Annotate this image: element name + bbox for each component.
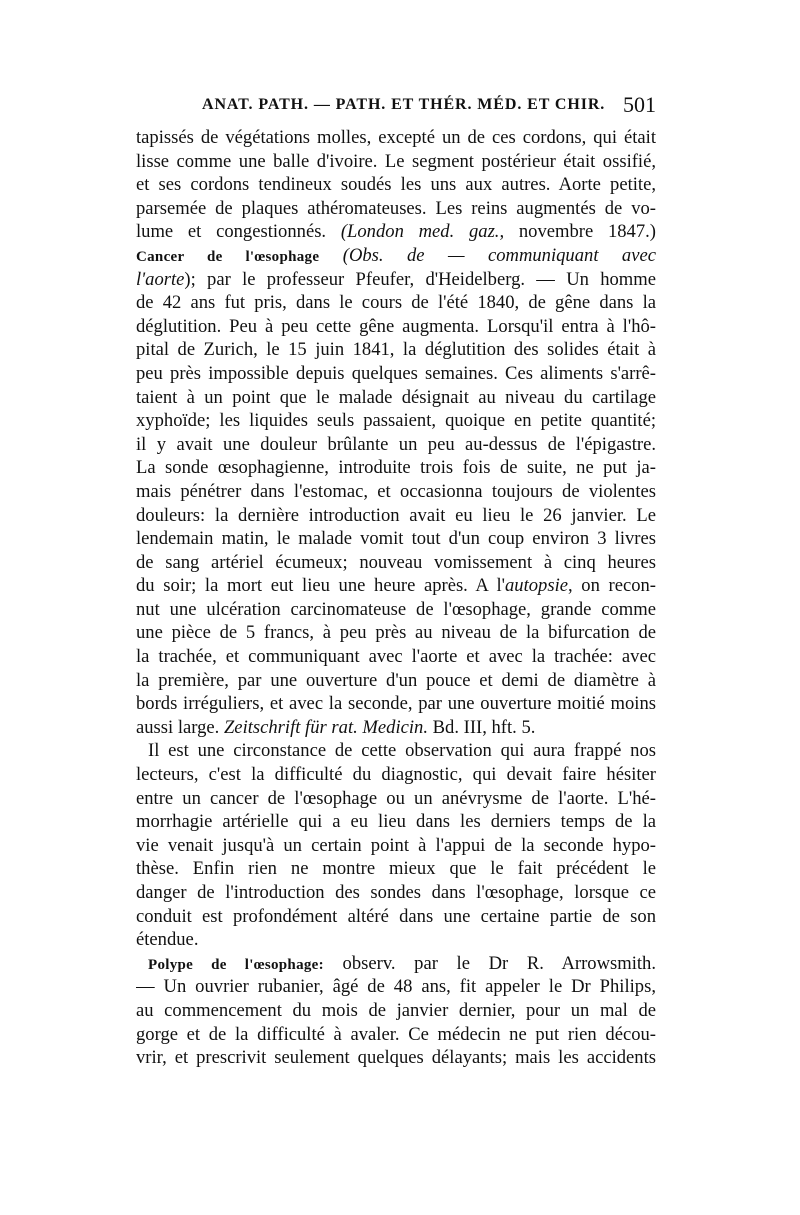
text-line: — Un ouvrier rubanier, âgé de 48 ans, fit appeler le Dr Philips, (136, 976, 656, 998)
text-line: taient à un point que le malade désignait au niveau du cartilage (136, 386, 656, 408)
text-line: morrhagie artérielle qui a eu lieu dans les derniers temps de la (136, 811, 656, 833)
text-line: vie venait jusqu'à un certain point à l'appui de la seconde hypo- (136, 834, 656, 856)
text-line: il y avait une douleur brûlante un peu au-dessus de l'épigastre. (136, 433, 656, 455)
text-line: lume et congestionnés. (London med. gaz., novembre 1847.) (136, 221, 656, 243)
page-header (136, 92, 656, 122)
text-line: une pièce de 5 francs, à peu près au niveau de la bifurcation de (136, 622, 656, 644)
citation: Zeitschrift für rat. Medicin. (223, 716, 428, 738)
text-line: et ses cordons tendineux soudés les uns aux autres. Aorte petite, (136, 174, 656, 196)
text-line: La sonde œsophagienne, introduite trois fois de suite, ne put ja- (136, 457, 656, 479)
text-line: étendue. (136, 929, 199, 951)
body-text (136, 126, 656, 1070)
text-line: l'aorte); par le professeur Pfeufer, d'Heidelberg. — Un homme (136, 268, 656, 290)
text-line: bords irréguliers, et avec la seconde, par une ouverture moitié moins (136, 693, 656, 715)
text-line: tapissés de végétations molles, excepté un de ces cordons, qui était (136, 127, 656, 148)
section-heading: Cancer de l'œsophage (136, 248, 320, 265)
text-line: danger de l'introduction des sondes dans l'œsophage, lorsque ce (136, 882, 656, 903)
text-line: parsemée de plaques athéromateuses. Les reins augmentés de vo- (136, 197, 656, 219)
text-line: pital de Zurich, le 15 juin 1841, la déglutition des solides était à (136, 339, 656, 361)
citation: (London med. gaz., (340, 221, 505, 243)
text-line: mais pénétrer dans l'estomac, et occasionna toujours de violentes (136, 480, 656, 502)
text-line: peu près impossible depuis quelques semaines. Ces aliments s'arrê- (136, 362, 656, 384)
text-line: vrir, et prescrivit seulement quelques délayants; mais les accidents (136, 1047, 656, 1069)
text-line: la première, par une ouverture d'un pouce et demi de diamètre à (136, 669, 656, 691)
text-line: douleurs: la dernière introduction avait eu lieu le 26 janvier. Le (136, 504, 656, 526)
running-title: ANAT. PATH. — PATH. ET THÉR. MÉD. ET CHIR. (202, 96, 606, 113)
text-line: au commencement du mois de janvier dernier, pour un mal de (136, 999, 656, 1021)
text-line: déglutition. Peu à peu cette gêne augmenta. Lorsqu'il entra à l'hô- (136, 315, 656, 337)
text-line: thèse. Enfin rien ne montre mieux que le fait précédent le (136, 858, 656, 880)
text-line: lendemain matin, le malade vomit tout d'un coup environ 3 livres (136, 528, 656, 550)
text-line: la trachée, et communiquant avec l'aorte et avec la trachée: avec (136, 646, 656, 668)
text-line: de 42 ans fut pris, dans le cours de l'été 1840, de gêne dans la (136, 292, 656, 314)
text-line: du soir; la mort eut lieu une heure après. A l'autopsie, on recon- (136, 575, 656, 597)
text-line: xyphoïde; les liquides seuls passaient, quoique en petite quantité; (136, 410, 656, 432)
text-line: lisse comme une balle d'ivoire. Le segment postérieur était ossifié, (136, 150, 656, 172)
section-heading-line: Cancer de l'œsophage (Obs. de — communiquant avec (136, 244, 656, 266)
text-line: gorge et de la difficulté à avaler. Ce médecin ne put rien décou- (136, 1023, 656, 1045)
text-line: entre un cancer de l'œsophage ou un anévrysme de l'aorte. L'hé- (136, 787, 656, 809)
text-line: conduit est profondément altéré dans une certaine partie de son (136, 905, 656, 927)
text-line: nut une ulcération carcinomateuse de l'œsophage, grande comme (136, 598, 656, 620)
text-line: Il est une circonstance de cette observation qui aura frappé nos (148, 740, 656, 762)
text-line: lecteurs, c'est la difficulté du diagnostic, qui devait faire hésiter (136, 764, 656, 786)
page-number: 501 (623, 92, 656, 117)
section-heading-line: Polype de l'œsophage: observ. par le Dr R. Arrowsmith. (148, 952, 656, 974)
text-line: de sang artériel écumeux; nouveau vomissement à cinq heures (136, 551, 656, 573)
section-heading: Polype de l'œsophage: (148, 956, 324, 973)
text-line: aussi large. Zeitschrift für rat. Medicin. Bd. III, hft. 5. (136, 716, 536, 738)
